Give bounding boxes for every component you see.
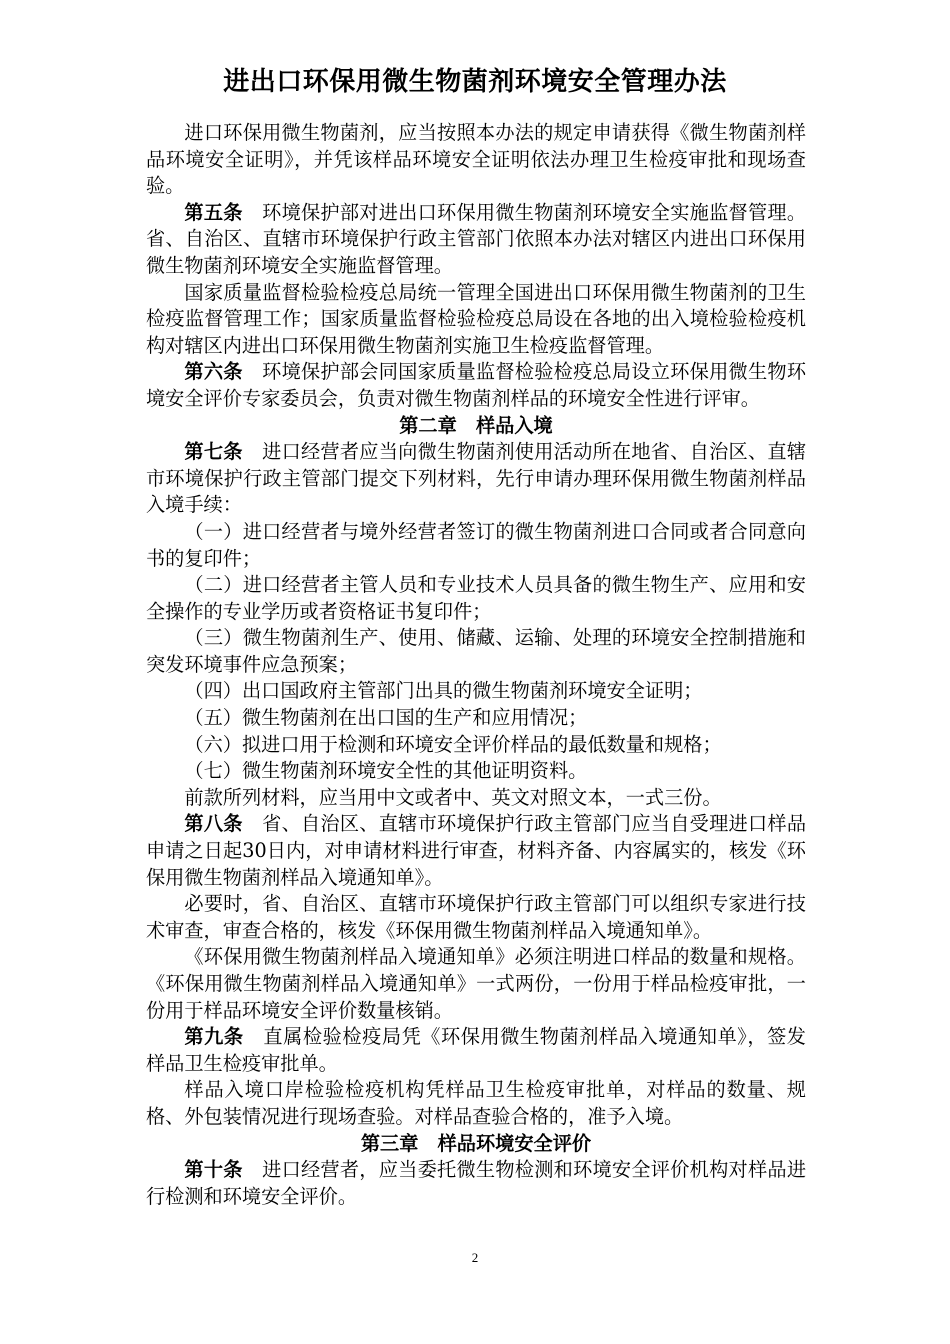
body-paragraph: （五）微生物菌剂在出口国的生产和应用情况； bbox=[184, 706, 588, 730]
body-paragraph: （二）进口经营者主管人员和专业技术人员具备的微生物生产、应用和安全操作的专业学历或者资格证书复印件； bbox=[146, 573, 806, 623]
article-paragraph bbox=[146, 439, 806, 519]
article-text: 环境保护部会同国家质量监督检验检疫总局设立环保用微生物环境安全评价专家委员会，负责对微生物菌剂样品的环境安全性进行评审。 bbox=[146, 360, 807, 410]
chapter-heading bbox=[146, 413, 806, 440]
article-paragraph bbox=[146, 1157, 806, 1210]
article-label: 第十条 bbox=[184, 1158, 243, 1182]
article-label: 第五条 bbox=[184, 200, 243, 224]
body-paragraph: 前款所列材料，应当用中文或者中、英文对照文本，一式三份。 bbox=[184, 785, 722, 809]
body-paragraph: 进口环保用微生物菌剂，应当按照本办法的规定申请获得《微生物菌剂样品环境安全证明》，并凭该样品环境安全证明依法办理卫生检疫审批和现场查验。 bbox=[146, 121, 806, 198]
article-label: 第八条 bbox=[184, 812, 243, 836]
article-label: 第七条 bbox=[184, 440, 243, 464]
chapter-number: 第三章 bbox=[360, 1131, 419, 1155]
body-paragraph: 样品入境口岸检验检疫机构凭样品卫生检疫审批单，对样品的数量、规格、外包装情况进行现场查验。对样品查验合格的，准予入境。 bbox=[146, 1078, 806, 1128]
chapter-title: 样品入境 bbox=[476, 413, 553, 437]
article-text: 直属检验检疫局凭《环保用微生物菌剂样品入境通知单》，签发样品卫生检疫审批单。 bbox=[146, 1025, 806, 1075]
chapter-heading bbox=[146, 1131, 806, 1158]
body-paragraph: （四）出口国政府主管部门出具的微生物菌剂环境安全证明； bbox=[184, 679, 703, 703]
body-paragraph: 《环保用微生物菌剂样品入境通知单》必须注明进口样品的数量和规格。《环保用微生物菌剂样品入境通知单》一式两份，一份用于样品检疫审批，一份用于样品环境安全评价数量核销。 bbox=[146, 945, 806, 1022]
document-body bbox=[146, 120, 806, 1210]
body-paragraph: 必要时，省、自治区、直辖市环境保护行政主管部门可以组织专家进行技术审查，审查合格的，核发《环保用微生物菌剂样品入境通知单》。 bbox=[146, 892, 806, 942]
article-text: 进口经营者，应当委托微生物检测和环境安全评价机构对样品进行检测和环境安全评价。 bbox=[146, 1158, 807, 1208]
chapter-title: 样品环境安全评价 bbox=[437, 1131, 592, 1155]
body-paragraph: （一）进口经营者与境外经营者签订的微生物菌剂进口合同或者合同意向书的复印件； bbox=[146, 519, 806, 570]
article-paragraph bbox=[146, 811, 806, 891]
body-paragraph: 国家质量监督检验检疫总局统一管理全国进出口环保用微生物菌剂的卫生检疫监督管理工作；国家质量监督检验检疫总局设在各地的出入境检验检疫机构对辖区内进出口环保用微生物菌剂实施卫生检疫监督管理。 bbox=[146, 280, 806, 357]
article-text: 省、自治区、直辖市环境保护行政主管部门应当自受理进口样品申请之日起30日内，对申请材料进行审查，材料齐备、内容属实的，核发《环保用微生物菌剂样品入境通知单》。 bbox=[146, 812, 807, 889]
document-title: 进出口环保用微生物菌剂环境安全管理办法 bbox=[223, 67, 727, 97]
article-label: 第九条 bbox=[184, 1025, 244, 1049]
body-paragraph: （六）拟进口用于检测和环境安全评价样品的最低数量和规格； bbox=[184, 732, 722, 756]
article-text: 环境保护部对进出口环保用微生物菌剂环境安全实施监督管理。省、自治区、直辖市环境保护行政主管部门依照本办法对辖区内进出口环保用微生物菌剂环境安全实施监督管理。 bbox=[146, 200, 807, 277]
body-paragraph: （三）微生物菌剂生产、使用、储藏、运输、处理的环境安全控制措施和突发环境事件应急预案； bbox=[146, 626, 806, 676]
article-label: 第六条 bbox=[184, 360, 243, 384]
article-paragraph bbox=[146, 1024, 806, 1077]
article-paragraph bbox=[146, 200, 806, 280]
page-number: 2 bbox=[471, 1250, 479, 1265]
article-text: 进口经营者应当向微生物菌剂使用活动所在地省、自治区、直辖市环境保护行政主管部门提交下列材料，先行申请办理环保用微生物菌剂样品入境手续： bbox=[146, 440, 807, 517]
body-paragraph: （七）微生物菌剂环境安全性的其他证明资料。 bbox=[184, 759, 588, 783]
chapter-number: 第二章 bbox=[399, 413, 457, 437]
article-paragraph bbox=[146, 359, 806, 412]
